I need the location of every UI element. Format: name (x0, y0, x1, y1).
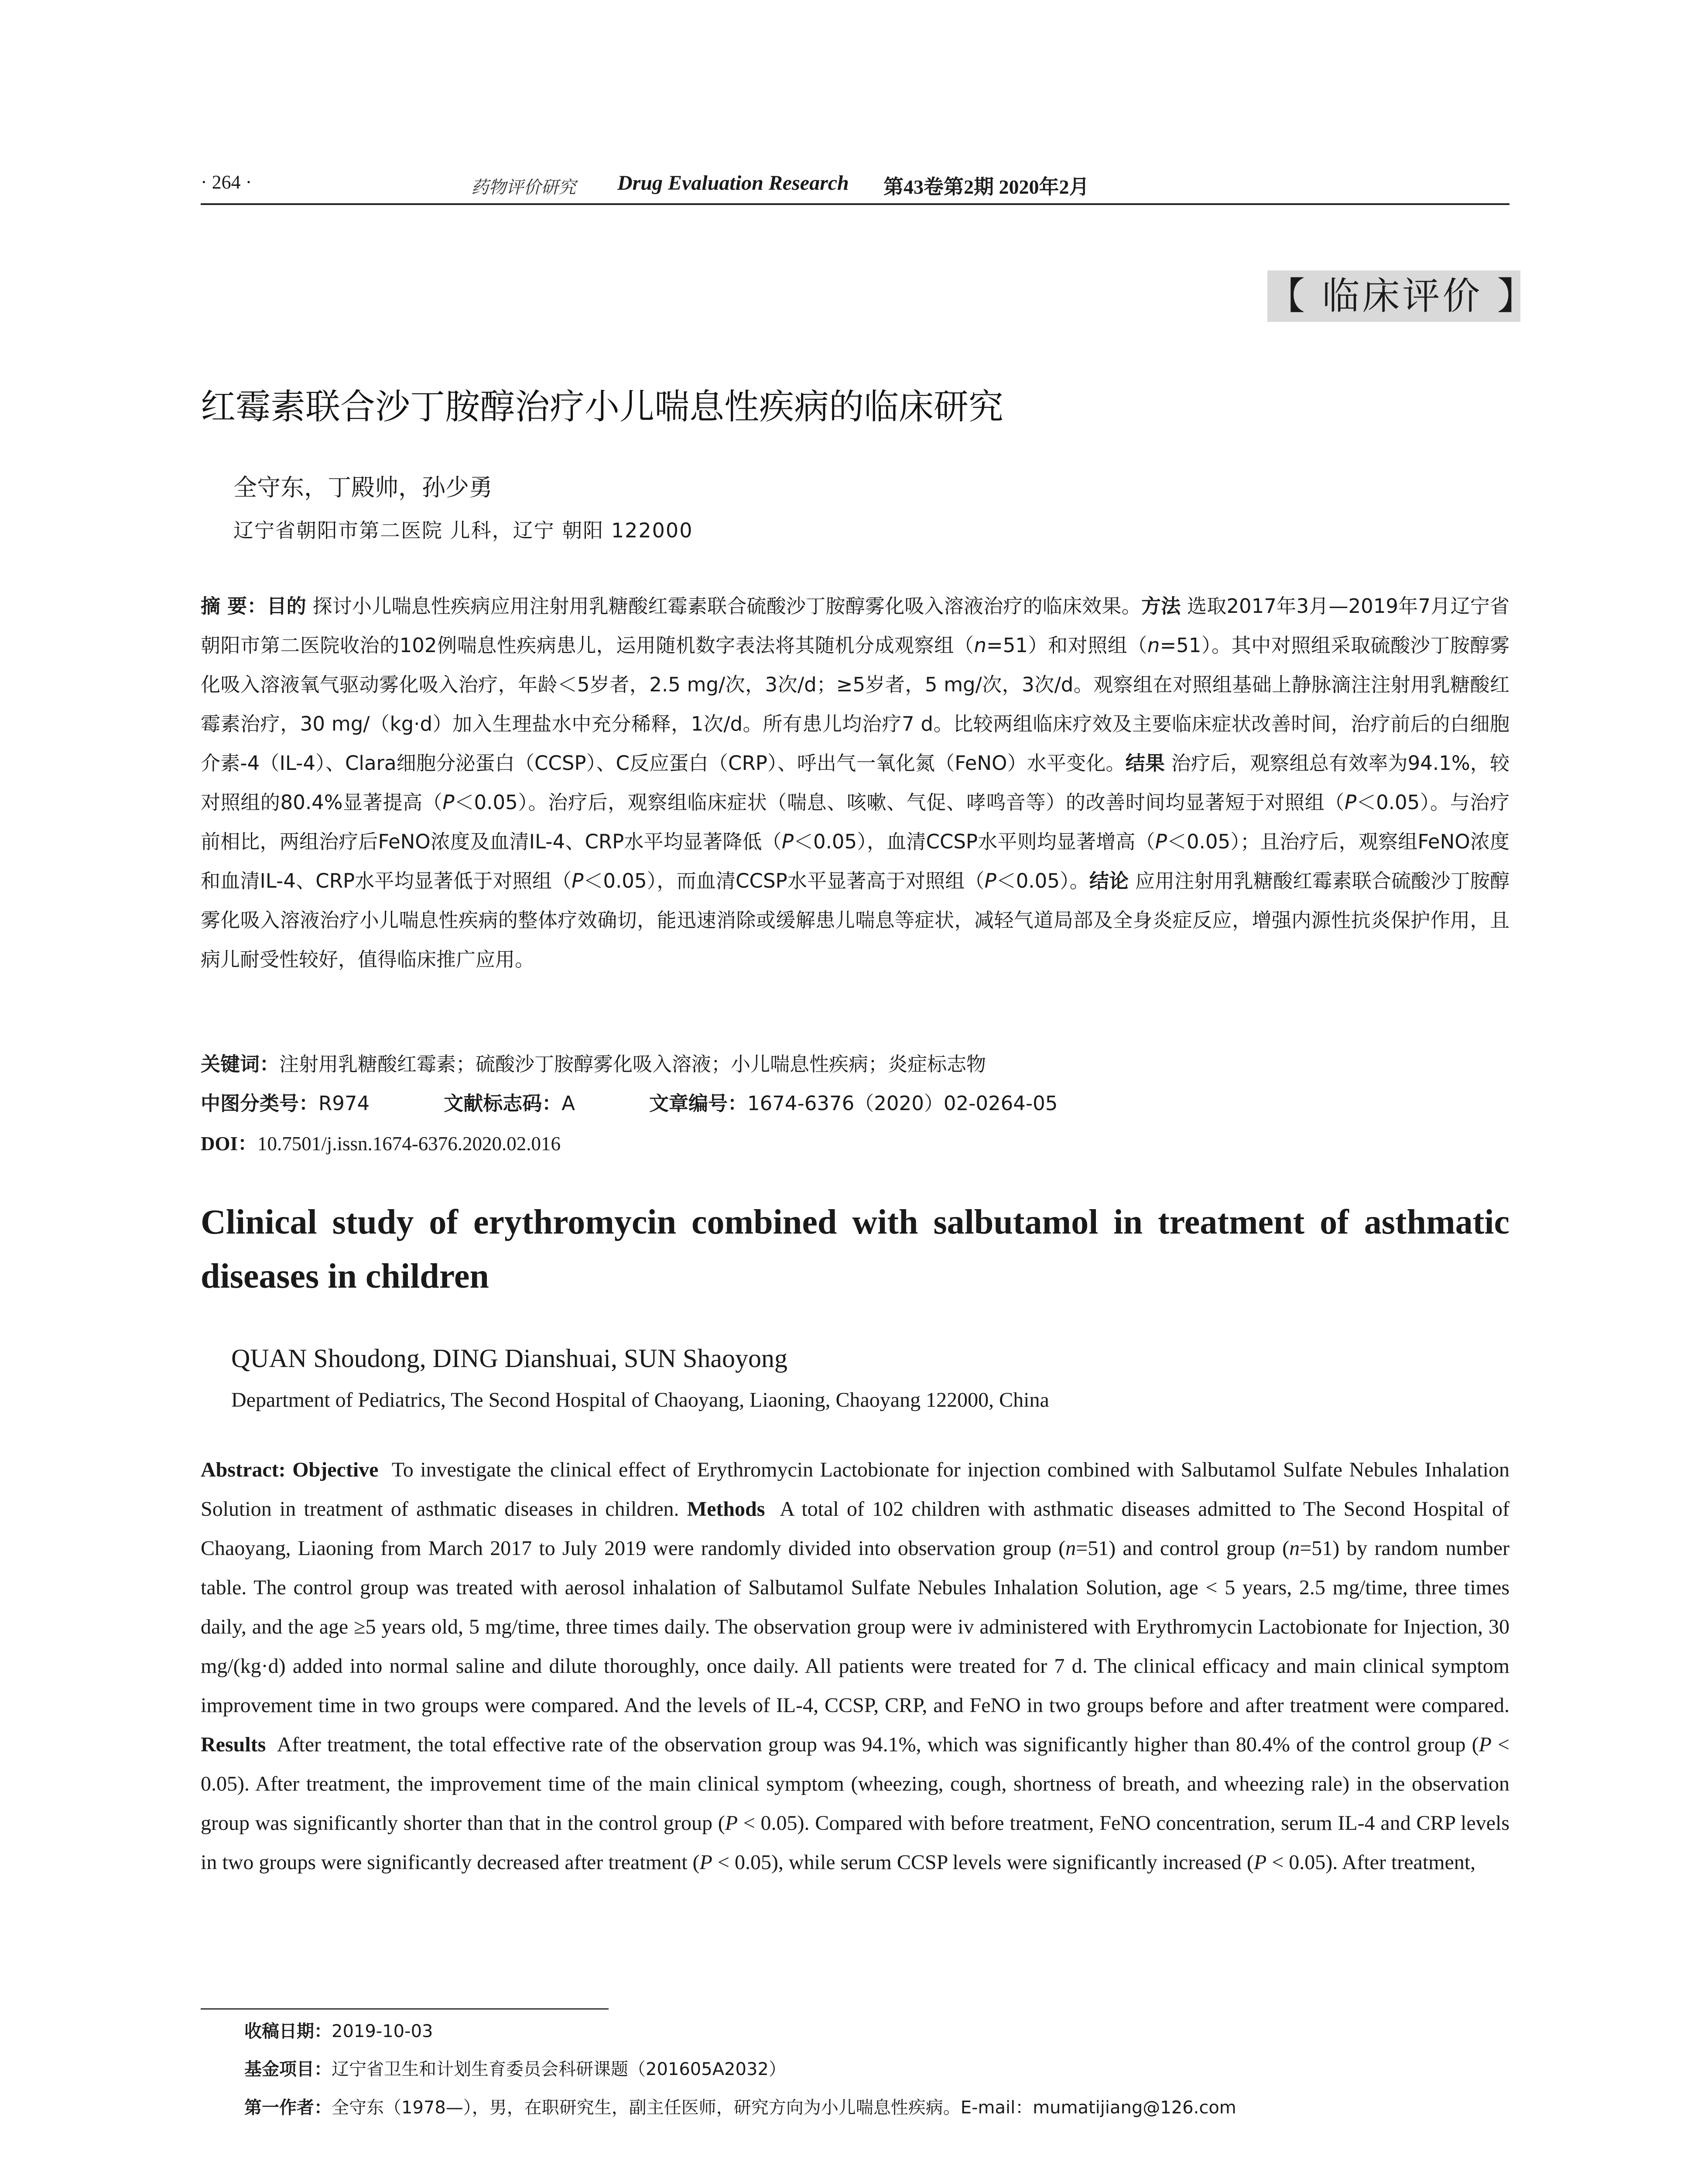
abstract-cn-label: 摘 要： (201, 595, 267, 618)
methods-label-en: Methods (687, 1497, 765, 1521)
methods-text-cn: 选取2017年3月—2019年7月辽宁省朝阳市第二医院收治的102例喘息性疾病患儿，运用随机数字表法将其随机分成观察组（ (201, 595, 1509, 657)
results-text-cn: ＜0.05）；且治疗后，观察组FeNO浓度和血清IL-4、CRP水平均显著低于对照组（ (201, 830, 1509, 892)
classification-line (201, 1087, 1058, 1116)
methods-label-cn: 方法 (1141, 595, 1181, 618)
doi-label: DOI： (201, 1133, 258, 1155)
section-label: 【 临床评价 】 (1267, 270, 1520, 322)
results-label-en: Results (201, 1733, 266, 1756)
clc-value: R974 (318, 1092, 370, 1115)
p-symbol: P (572, 869, 584, 892)
p-symbol: P (1155, 830, 1167, 853)
p-symbol: P (699, 1851, 712, 1874)
p-symbol: P (984, 869, 996, 892)
methods-text-en: =51) and control group ( (1076, 1537, 1290, 1560)
n-symbol: n (1147, 634, 1160, 657)
fund-text: 辽宁省卫生和计划生育委员会科研课题（201605A2032） (332, 2059, 786, 2079)
results-text-en: < 0.05), while serum CCSP levels were significantly increased ( (712, 1851, 1254, 1874)
p-symbol: P (781, 830, 794, 853)
results-text-en: < 0.05). After treatment, the improvement time of the main clinical symptom (wheezing, cough, shortness of breath, and wheezing rale) in the observation group was significantly shorter than that in the control group ( (201, 1733, 1509, 1835)
results-text-cn: ＜0.05）。治疗后，观察组临床症状（喘息、咳嗽、气促、哮鸣音等）的改善时间均显著短于对照组（ (454, 791, 1345, 814)
doi-line (201, 1128, 561, 1156)
journal-name: Drug Evaluation Research (617, 171, 849, 195)
article-no-value: 1674-6376（2020）02-0264-05 (747, 1092, 1058, 1115)
footnote-received (244, 2017, 433, 2042)
conclusion-label-cn: 结论 (1089, 869, 1129, 892)
affiliation-cn: 辽宁省朝阳市第二医院 儿科，辽宁 朝阳 122000 (233, 519, 693, 542)
methods-text-en: A total of 102 children with asthmatic diseases admitted to The Second Hospital of Chaoyang, Liaoning from March 2017 to July 2019 were randomly divided into observation group ( (201, 1497, 1510, 1560)
abstract-en (201, 1450, 1509, 1882)
methods-text-cn: =51）和对照组（ (986, 634, 1147, 657)
keywords (201, 1048, 986, 1077)
authors-en: QUAN Shoudong, DING Dianshuai, SUN Shaoyong (231, 1344, 787, 1373)
journal-issue: 第43卷第2期 2020年2月 (883, 176, 1089, 198)
doc-code-label: 文献标志码： (444, 1092, 562, 1115)
n-symbol: n (974, 634, 986, 657)
abstract-cn (201, 587, 1509, 979)
p-symbol: P (442, 791, 455, 814)
n-symbol: n (1289, 1537, 1300, 1560)
footnote-fund (244, 2055, 786, 2080)
keywords-label: 关键词： (201, 1053, 280, 1076)
results-text-en: < 0.05). After treatment, (1266, 1851, 1476, 1874)
first-author-text: 全守东（1978—），男，在职研究生，副主任医师，研究方向为小儿喘息性疾病。E-mail：mumatijiang@126.com (332, 2098, 1236, 2118)
p-symbol: P (1253, 1851, 1267, 1874)
n-symbol: n (1065, 1537, 1076, 1560)
objective-label-cn: 目的 (267, 595, 307, 618)
keywords-text: 注射用乳糖酸红霉素；硫酸沙丁胺醇雾化吸入溶液；小儿喘息性疾病；炎症标志物 (279, 1053, 986, 1076)
objective-text-cn: 探讨小儿喘息性疾病应用注射用乳糖酸红霉素联合硫酸沙丁胺醇雾化吸入溶液治疗的临床效果。 (312, 595, 1141, 618)
fund-label: 基金项目： (244, 2059, 332, 2079)
results-text-cn: ＜0.05），而血清CCSP水平显著高于对照组（ (583, 869, 985, 892)
results-text-cn: ＜0.05）。与治疗前相比，两组治疗后FeNO浓度及血清IL-4、CRP水平均显著降低（ (201, 791, 1509, 853)
results-text-cn: ＜0.05）。 (996, 869, 1089, 892)
footnote-first-author (244, 2094, 1236, 2119)
p-symbol: P (725, 1812, 738, 1835)
results-text-cn: ＜0.05），血清CCSP水平则均显著增高（ (793, 830, 1155, 853)
objective-label-en: Objective (292, 1458, 379, 1481)
doi-value: 10.7501/j.issn.1674-6376.2020.02.016 (257, 1133, 561, 1155)
first-author-label: 第一作者： (244, 2098, 332, 2118)
abstract-en-label: Abstract: (201, 1458, 286, 1481)
article-title-cn: 红霉素联合沙丁胺醇治疗小儿喘息性疾病的临床研究 (201, 386, 1003, 427)
results-label-cn: 结果 (1125, 752, 1165, 775)
clc-label: 中图分类号： (201, 1092, 319, 1115)
affiliation-en: Department of Pediatrics, The Second Hospital of Chaoyang, Liaoning, Chaoyang 122000, China (231, 1388, 1049, 1412)
conclusion-text-cn: 应用注射用乳糖酸红霉素联合硫酸沙丁胺醇雾化吸入溶液治疗小儿喘息性疾病的整体疗效确切，能迅速消除或缓解患儿喘息等症状，减轻气道局部及全身炎症反应，增强内源性抗炎保护作用，且病儿耐受性较好，值得临床推广应用。 (201, 869, 1509, 971)
article-no-label: 文章编号： (649, 1092, 748, 1115)
article-title-en: Clinical study of erythromycin combined with salbutamol in treatment of asthmatic diseases in children (201, 1203, 1509, 1296)
results-text-en: After treatment, the total effective rate of the observation group was 94.1%, which was significantly higher than 80.4% of the control group ( (277, 1733, 1479, 1756)
results-text-en: < 0.05). Compared with before treatment, FeNO concentration, serum IL-4 and CRP levels in two groups were significantly decreased after treatment ( (201, 1812, 1510, 1874)
footnote-divider (201, 2008, 609, 2010)
results-text-cn: 治疗后，观察组总有效率为94.1%，较对照组的80.4%显著提高（ (201, 752, 1509, 814)
running-header (201, 171, 1509, 206)
journal-logo: 药物评价研究 (471, 178, 576, 198)
header-divider (201, 203, 1509, 205)
p-symbol: P (1344, 791, 1357, 814)
doc-code-value: A (561, 1092, 575, 1115)
page-number: · 264 · (201, 171, 252, 193)
methods-text-en: =51) by random number table. The control group was treated with aerosol inhalation of Salbutamol Sulfate Nebules Inhalation Solution, age < 5 years, 2.5 mg/time, three times daily, and the age ≥5 years old, 5 mg/time, three times daily. The observation group were iv administered with Erythromycin Lactobionate for Injection, 30 mg/(kg·d) added into normal saline and dilute thoroughly, once daily. All patients were treated for 7 d. The clinical efficacy and main clinical symptom improvement time in two groups were compared. And the levels of IL-4, CCSP, CRP, and FeNO in two groups before and after treatment were compared. (201, 1537, 1509, 1717)
received-date: 2019-10-03 (332, 2021, 433, 2041)
objective-text-en: To investigate the clinical effect of Erythromycin Lactobionate for injection combined with Salbutamol Sulfate Nebules Inhalation Solution in treatment of asthmatic diseases in children. (201, 1458, 1510, 1521)
received-label: 收稿日期： (244, 2021, 332, 2041)
methods-text-cn: =51）。其中对照组采取硫酸沙丁胺醇雾化吸入溶液氧气驱动雾化吸入治疗，年龄＜5岁者，2.5 mg/次，3次/d；≥5岁者，5 mg/次，3次/d。观察组在对照组基础上静脉滴注注射用乳糖酸红霉素治疗，30 mg/（kg·d）加入生理盐水中充分稀释，1次/d。所有患儿均治疗7 d。比较两组临床疗效及主要临床症状改善时间，治疗前后的白细胞介素-4（IL-4）、Clara细胞分泌蛋白（CCSP）、C反应蛋白（CRP）、呼出气一氧化氮（FeNO）水平变化。 (201, 634, 1509, 775)
p-symbol: P (1479, 1733, 1492, 1756)
authors-cn: 全守东，丁殿帅，孙少勇 (233, 474, 493, 501)
